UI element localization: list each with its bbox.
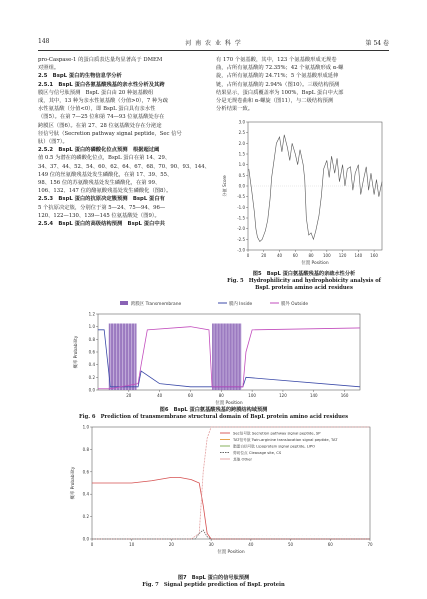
body-line: 链，占所有氨基酸的 2.94%（图10）。三级结构预测 — [216, 81, 340, 88]
x-tick-label: 120 — [279, 393, 287, 398]
header-rule — [38, 50, 389, 51]
y-tick-label: 0.5 — [238, 172, 245, 178]
fig6-caption-en: Fig. 6 Prediction of transmembrane structural domain of BspL protein amino acid residues — [78, 414, 349, 420]
y-axis-label: 概率 Probability — [74, 335, 79, 369]
residue-glyph: · — [123, 534, 125, 537]
fig6-caption — [38, 407, 389, 421]
residue-glyph: · — [333, 534, 335, 537]
x-axis-label: 位置 Position — [301, 261, 329, 266]
y-tick-label: 0.2 — [88, 374, 95, 380]
body-line: 对照组。 — [38, 65, 60, 72]
x-tick-label: 10 — [129, 542, 135, 547]
residue-glyph: · — [111, 534, 113, 537]
body-line: （图5）。在第 7—25 位和第 74—93 位氨基酸处存在 — [38, 114, 165, 121]
residue-glyph: · — [190, 534, 192, 537]
body-line: 结果显示，蛋白质覆盖率为 100%，BspL 蛋白中大部 — [216, 89, 344, 96]
residue-glyph: · — [147, 534, 149, 537]
body-line: 旋，占所有氨基酸的 24.71%；5 个氨基酸形成延伸 — [216, 73, 339, 80]
y-tick-label: 0.2 — [82, 514, 89, 520]
transmembrane-chart — [70, 296, 370, 406]
legend-label: 剪切位点 Cleavage site, CS — [233, 451, 282, 455]
residue-glyph: · — [210, 534, 212, 537]
residue-glyph: · — [250, 534, 252, 537]
residue-glyph: · — [163, 534, 164, 537]
residue-glyph: · — [143, 534, 145, 537]
x-tick-label: 120 — [338, 253, 347, 258]
x-tick-label: 160 — [340, 393, 349, 398]
residue-glyph: · — [103, 534, 105, 537]
y-axis-label: 概率 Probability — [71, 466, 76, 500]
y-axis-label: 分值 Score — [222, 175, 227, 197]
body-line: 5 个抗原决定簇，分别位于第 5—24、75—94、96— — [38, 204, 166, 211]
body-line: 149 位的丝氨酸残基处发生磷酸化，在第 17、39、55、 — [38, 171, 173, 178]
subsection-line: 2.5.1 BspL 蛋白各氨基酸残基的亲水性分析及其跨 — [38, 81, 165, 88]
residue-glyph: · — [302, 534, 303, 537]
residue-glyph: · — [186, 534, 188, 537]
fig5-caption-en2: BspL protein amino acid residues — [255, 285, 353, 291]
volume-label: 第 54 卷 — [365, 40, 389, 47]
x-tick-label: 50 — [288, 542, 294, 547]
residue-glyph: · — [262, 534, 264, 537]
section-heading: 2.5 BspL 蛋白的生物信息学分析 — [38, 73, 122, 80]
residue-glyph: · — [258, 534, 260, 537]
body-line: 肽）（图7）。 — [38, 139, 68, 146]
residue-glyph: · — [107, 534, 109, 537]
residue-glyph: · — [131, 534, 133, 537]
fig7-caption — [38, 575, 389, 589]
y-tick-label: 0.4 — [82, 491, 89, 497]
residue-glyph: · — [238, 534, 240, 537]
x-tick-label: 80 — [308, 253, 314, 258]
residue-glyph: · — [127, 534, 129, 537]
residue-glyph: · — [167, 534, 168, 537]
subsection-line: 2.5.3 BspL 蛋白的抗原决定簇预测 BspL 蛋白有 — [38, 196, 165, 203]
residue-glyph: · — [214, 534, 216, 537]
x-tick-label: 70 — [367, 542, 373, 547]
residue-glyph: · — [99, 534, 101, 537]
right-text-column — [216, 56, 390, 113]
body-line: 水性氨基酸（分值<0），即 BspL 蛋白具有亲水性 — [38, 106, 156, 113]
residue-glyph: · — [171, 534, 172, 537]
residue-glyph: · — [230, 534, 232, 537]
page-header — [38, 38, 389, 50]
residue-glyph: · — [306, 534, 307, 537]
residue-glyph: · — [242, 534, 244, 537]
residue-glyph: · — [194, 534, 196, 537]
y-tick-label: 1.0 — [238, 162, 245, 168]
y-tick-label: 0.6 — [88, 349, 95, 355]
body-line: 跨膜区（图6）。在第 27、28 位氨基酸处存在分泌途 — [38, 122, 162, 129]
residue-glyph: · — [313, 534, 315, 537]
fig5-caption-cn: 图5 BspL 蛋白氨基酸残基的亲疏水性分析 — [252, 271, 356, 277]
residue-glyph: · — [345, 534, 347, 537]
x-tick-label: 20 — [261, 253, 267, 258]
x-tick-label: 140 — [354, 253, 363, 258]
y-tick-label: 1.0 — [82, 424, 89, 430]
journal-title: 河 南 农 业 科 学 — [185, 40, 242, 47]
x-axis-label: 位置 Position — [215, 401, 243, 406]
residue-glyph: · — [294, 534, 295, 537]
y-tick-label: 1.0 — [88, 324, 95, 330]
x-tick-label: 20 — [168, 542, 174, 547]
fig6-caption-cn: 图6 BspL 蛋白氨基酸残基的跨膜结构域预测 — [159, 407, 268, 413]
y-tick-label: 3.0 — [238, 119, 245, 125]
x-tick-label: 60 — [327, 542, 333, 547]
y-tick-label: 0.0 — [82, 536, 89, 542]
y-tick-label: 0.4 — [88, 362, 95, 368]
x-tick-label: 40 — [157, 393, 163, 398]
legend-label: Sec信号肽 Secretion pathway signal peptide, SP — [233, 431, 321, 436]
residue-glyph: · — [317, 534, 319, 537]
y-tick-label: 0.8 — [82, 446, 89, 452]
y-tick-label: -2.0 — [237, 226, 245, 232]
body-line: 34、37、44、52、54、60、62、64、67、68、70、90、93、144、 — [38, 163, 210, 170]
residue-glyph: · — [365, 534, 367, 537]
legend-label: TAT信号肽 Twin-arginine translocation signal peptide, TAT — [233, 438, 338, 442]
residue-glyph: · — [159, 534, 160, 537]
x-tick-label: 140 — [309, 393, 318, 398]
residue-glyph: · — [234, 534, 236, 537]
residue-glyph: · — [182, 534, 184, 537]
residue-glyph: · — [115, 534, 117, 537]
residue-glyph: · — [341, 534, 343, 537]
residue-glyph: · — [174, 534, 176, 537]
residue-glyph: · — [310, 534, 311, 537]
x-tick-label: 80 — [218, 393, 224, 398]
residue-glyph: · — [202, 534, 204, 537]
x-tick-label: 60 — [292, 253, 298, 258]
y-tick-label: -3.0 — [237, 247, 245, 253]
residue-glyph: · — [270, 534, 272, 537]
body-line: 曲，占所有氨基酸的 72.35%；42 个氨基酸形成 α-螺 — [216, 65, 344, 72]
x-tick-label: 40 — [276, 253, 283, 258]
residue-glyph: · — [353, 534, 355, 537]
body-line: 分析结果一致。 — [216, 106, 254, 113]
legend-label: 膜内 Inside — [229, 302, 253, 307]
residue-glyph: · — [361, 534, 363, 537]
hydropathy-line — [249, 135, 382, 242]
residue-glyph: · — [298, 534, 299, 537]
x-tick-label: 100 — [248, 393, 256, 398]
residue-glyph: · — [218, 534, 220, 537]
legend-label: 膜外 Outside — [281, 302, 309, 307]
sp-line — [92, 477, 370, 539]
x-tick-label: 30 — [208, 542, 214, 547]
body-line: 98、156 位的苏氨酸残基处发生磷酸化，在第 99、 — [38, 180, 161, 187]
residue-glyph: · — [151, 534, 152, 537]
residue-glyph: · — [321, 534, 323, 537]
body-line: 分是无规卷曲和 α-螺旋（图11），与二级结构预测 — [216, 98, 334, 105]
body-line: 值 0.5 为潜在的磷酸化位点，BspL 蛋白在第 14、29、 — [38, 155, 171, 162]
y-tick-label: 0.8 — [88, 336, 95, 342]
x-tick-label: 160 — [370, 253, 378, 258]
fig7-caption-en: Fig. 7 Signal peptide prediction of BspL protein — [142, 582, 285, 588]
y-tick-label: -1.0 — [237, 204, 245, 210]
residue-glyph: · — [226, 534, 228, 537]
fig5-caption-en1: Fig. 5 Hydrophilicity and hydrophobicity analysis of — [227, 278, 381, 284]
body-line: pro-Caspase-1 的蛋白质表达量均显著高于 DMEM — [38, 57, 163, 63]
residue-glyph: · — [254, 534, 256, 537]
residue-glyph: · — [290, 534, 291, 537]
y-tick-label: 0.0 — [88, 387, 95, 393]
body-line: 120、122—130、139—145 位氨基酸处（图9）。 — [38, 212, 160, 219]
x-tick-label: 0 — [246, 253, 250, 258]
body-line: 径信号肽（Secretion pathway signal peptide，Sec 信号 — [38, 130, 182, 137]
y-tick-label: 2.0 — [238, 140, 245, 146]
x-tick-label: 40 — [248, 542, 254, 547]
legend-label: 脂蛋白信号肽 Lipoprotein signal peptide, LIPO — [233, 444, 315, 449]
x-tick-label: 20 — [126, 393, 132, 398]
left-text-column — [38, 56, 210, 228]
residue-glyph: · — [266, 534, 268, 537]
x-tick-label: 60 — [187, 393, 194, 398]
residue-glyph: · — [155, 534, 156, 537]
residue-glyph: · — [139, 534, 141, 537]
page-number: 148 — [38, 38, 50, 45]
residue-glyph: · — [178, 534, 180, 537]
residue-glyph: · — [222, 534, 224, 537]
residue-glyph: · — [286, 534, 288, 537]
residue-glyph: · — [329, 534, 331, 537]
residue-glyph: · — [278, 534, 280, 537]
residue-glyph: · — [95, 534, 97, 537]
body-line: 有 170 个氨基酸，其中，123 个氨基酸形成无规卷 — [216, 57, 337, 63]
signal-peptide-chart — [68, 423, 376, 573]
residue-glyph: · — [357, 534, 359, 537]
legend-label: 跨膜区 Transmembrane — [131, 302, 182, 307]
hydrophilicity-chart — [218, 118, 390, 270]
subsection-line: 2.5.4 BspL 蛋白的高级结构预测 BspL 蛋白中共 — [38, 221, 165, 228]
subsection-line: 2.5.2 BspL 蛋白的磷酸化位点预测 根据超过阈 — [38, 147, 160, 154]
y-tick-label: 2.5 — [238, 130, 245, 136]
y-tick-label: 0.0 — [238, 183, 245, 189]
body-line: 106、132、147 位的酪氨酸残基处发生磷酸化（图8）。 — [38, 188, 172, 195]
x-axis-label: 位置 Position — [217, 550, 245, 555]
y-tick-label: 0.6 — [82, 469, 89, 475]
y-tick-label: 1.2 — [88, 311, 95, 317]
legend-swatch-transmembrane — [120, 301, 128, 305]
transmembrane-bar — [212, 324, 241, 391]
residue-glyph: · — [337, 534, 339, 537]
residue-glyph: · — [349, 534, 351, 537]
residue-glyph: · — [119, 534, 121, 537]
x-tick-label: 100 — [323, 253, 331, 258]
fig5-caption — [216, 271, 392, 292]
residue-glyph: · — [135, 534, 137, 537]
y-tick-label: -2.5 — [237, 236, 245, 242]
fig7-caption-cn: 图7 BspL 蛋白的信号肽预测 — [177, 575, 250, 581]
residue-glyph: · — [274, 534, 276, 537]
residue-glyph: · — [282, 534, 284, 537]
residue-glyph: · — [325, 534, 327, 537]
residue-glyph: · — [246, 534, 248, 537]
y-tick-label: 1.5 — [238, 151, 245, 157]
residue-glyph: · — [206, 534, 208, 537]
body-line: 膜区与信号肽预测 BspL 蛋白由 20 种氨基酸组 — [38, 89, 154, 96]
body-line: 成，其中，13 种为亲水性氨基酸（分值>0），7 种为疏 — [38, 98, 168, 105]
residue-glyph: · — [198, 534, 200, 537]
y-tick-label: -1.5 — [237, 215, 245, 221]
y-tick-label: -0.5 — [237, 194, 245, 200]
x-tick-label: 0 — [90, 542, 94, 547]
legend-label: 其他 Other — [233, 457, 253, 462]
